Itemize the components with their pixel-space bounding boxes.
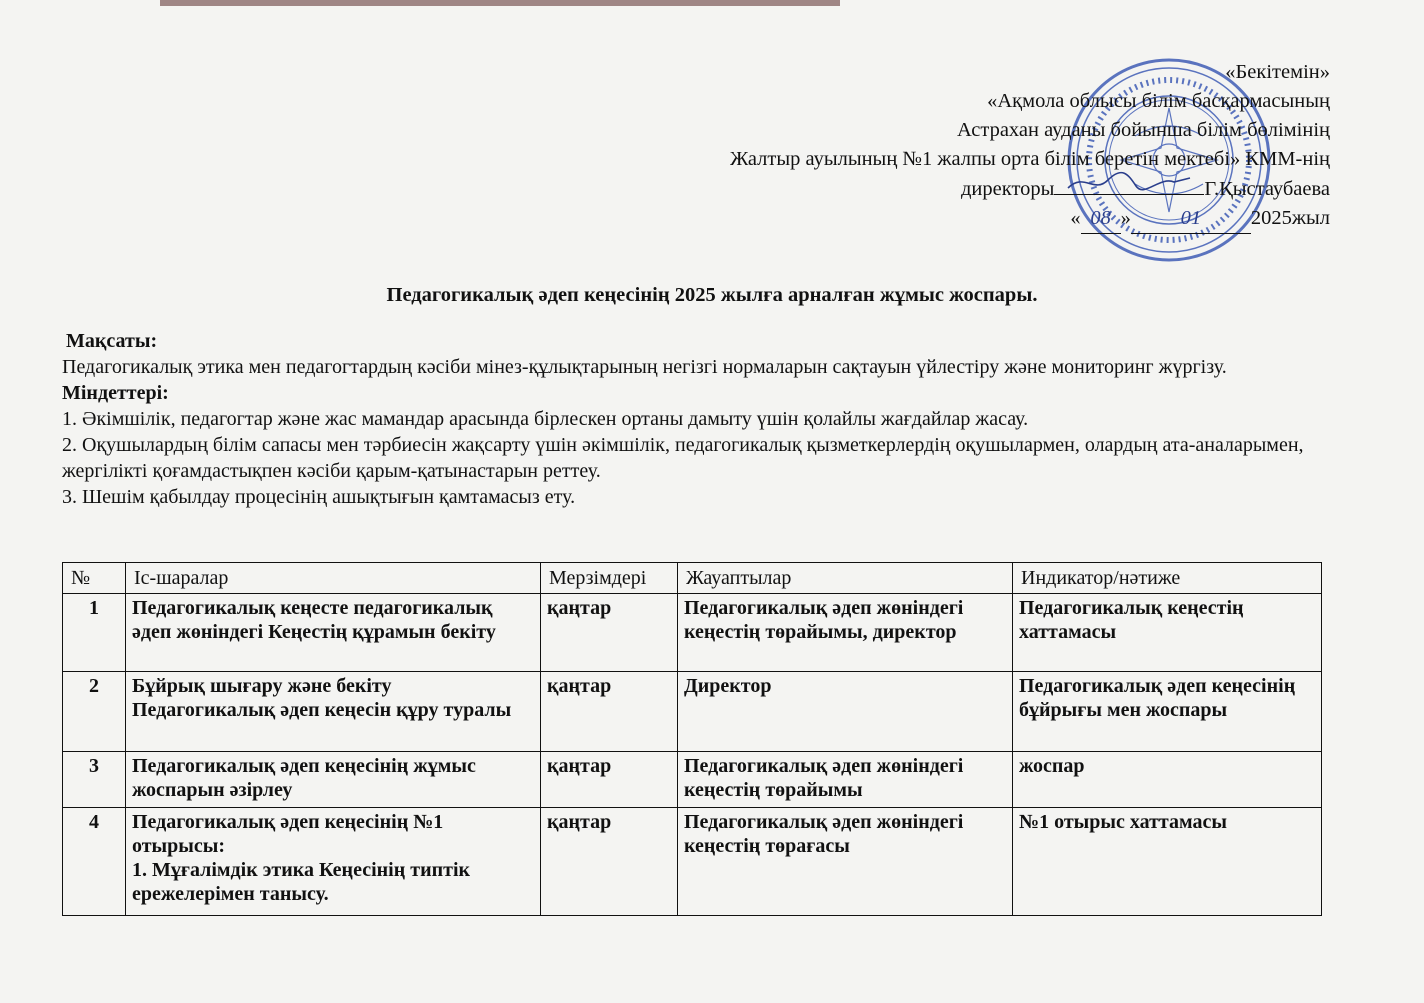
table-row: [63, 808, 1322, 916]
row-number: 4: [63, 808, 126, 916]
row-activity: Педагогикалық әдеп кеңесінің №1 отырысы: 1. Мұғалімдік этика Кеңесінің типтік ережелерімен танысу.: [126, 808, 541, 916]
work-plan-table: [62, 562, 1322, 916]
table-row: [63, 752, 1322, 808]
header-indicator: Индикатор/нәтиже: [1013, 563, 1322, 594]
row-responsible: Директор: [678, 672, 1013, 752]
row-term: қаңтар: [541, 808, 678, 916]
header-activities: Іс-шаралар: [126, 563, 541, 594]
document-body: [62, 328, 1352, 510]
approval-label: «Бекітемін»: [1225, 61, 1330, 83]
document-title: Педагогикалық әдеп кеңесінің 2025 жылға арналған жұмыс жоспары.: [386, 284, 1038, 306]
handwritten-signature: [1064, 170, 1194, 196]
date-quote-open: «: [1070, 207, 1081, 229]
director-name: Г.Қыстаубаева: [1204, 178, 1330, 200]
header-deadlines: Мерзімдері: [541, 563, 678, 594]
row-term: қаңтар: [541, 672, 678, 752]
table-row: [63, 594, 1322, 672]
approval-date: [730, 204, 1330, 234]
approval-line-2: Астрахан ауданы бойынша білім бөлімінің: [956, 119, 1330, 141]
row-result: Педагогикалық әдеп кеңесінің бұйрығы мен жоспары: [1013, 672, 1322, 752]
row-number: 1: [63, 594, 126, 672]
date-year: 2025жыл: [1250, 207, 1330, 229]
row-result: Педагогикалық кеңестің хаттамасы: [1013, 594, 1322, 672]
row-responsible: Педагогикалық әдеп жөніндегі кеңестің төрайымы, директор: [678, 594, 1013, 672]
approval-line-3: Жалтыр ауылының №1 жалпы орта білім беретін мектебі» КММ-нің: [730, 148, 1330, 170]
tasks-heading: Міндеттері:: [62, 382, 169, 404]
page-top-edge: [160, 0, 840, 6]
row-result: жоспар: [1013, 752, 1322, 808]
row-activity: Бұйрық шығару және бекіту Педагогикалық әдеп кеңесін құру туралы: [126, 672, 541, 752]
table-header-row: [63, 563, 1322, 594]
director-line: [730, 174, 1330, 204]
header-number: №: [63, 563, 126, 594]
row-result: №1 отырыс хаттамасы: [1013, 808, 1322, 916]
signature-line: [1054, 174, 1204, 195]
row-term: қаңтар: [541, 594, 678, 672]
date-day: 08: [1081, 204, 1121, 234]
row-responsible: Педагогикалық әдеп жөніндегі кеңестің төрағасы: [678, 808, 1013, 916]
row-responsible: Педагогикалық әдеп жөніндегі кеңестің төрайымы: [678, 752, 1013, 808]
table-row: [63, 672, 1322, 752]
row-number: 3: [63, 752, 126, 808]
row-activity: Педагогикалық әдеп кеңесінің жұмыс жоспарын әзірлеу: [126, 752, 541, 808]
approval-line-1: «Ақмола облысы білім басқармасының: [987, 90, 1330, 112]
purpose-heading: Мақсаты:: [66, 330, 158, 352]
date-quote-close: »: [1120, 207, 1131, 229]
row-number: 2: [63, 672, 126, 752]
purpose-text: Педагогикалық этика мен педагогтардың кәсіби мінез-құлықтарының негізгі нормаларын сақтауын үйлестіру және мониторинг жүргізу.: [62, 356, 1227, 378]
director-prefix: директоры: [961, 178, 1055, 200]
row-term: қаңтар: [541, 752, 678, 808]
header-responsible: Жауаптылар: [678, 563, 1013, 594]
date-month: 01: [1131, 204, 1251, 234]
row-activity: Педагогикалық кеңесте педагогикалық әдеп жөніндегі Кеңестің құрамын бекіту: [126, 594, 541, 672]
task-item: 1. Әкімшілік, педагогтар және жас мамандар арасында бірлескен ортаны дамыту үшін қолайлы жағдайлар жасау.: [62, 408, 1029, 430]
approval-block: [730, 58, 1330, 234]
task-item: 3. Шешім қабылдау процесінің ашықтығын қамтамасыз ету.: [62, 486, 576, 508]
task-item: 2. Оқушылардың білім сапасы мен тәрбиесін жақсарту үшін әкімшілік, педагогикалық қызметкерлердің оқушылармен, олардың ата-аналарымен, жергілікті қоғамдастықпен кәсіби қарым-қатынастарын реттеу.: [62, 434, 1304, 482]
